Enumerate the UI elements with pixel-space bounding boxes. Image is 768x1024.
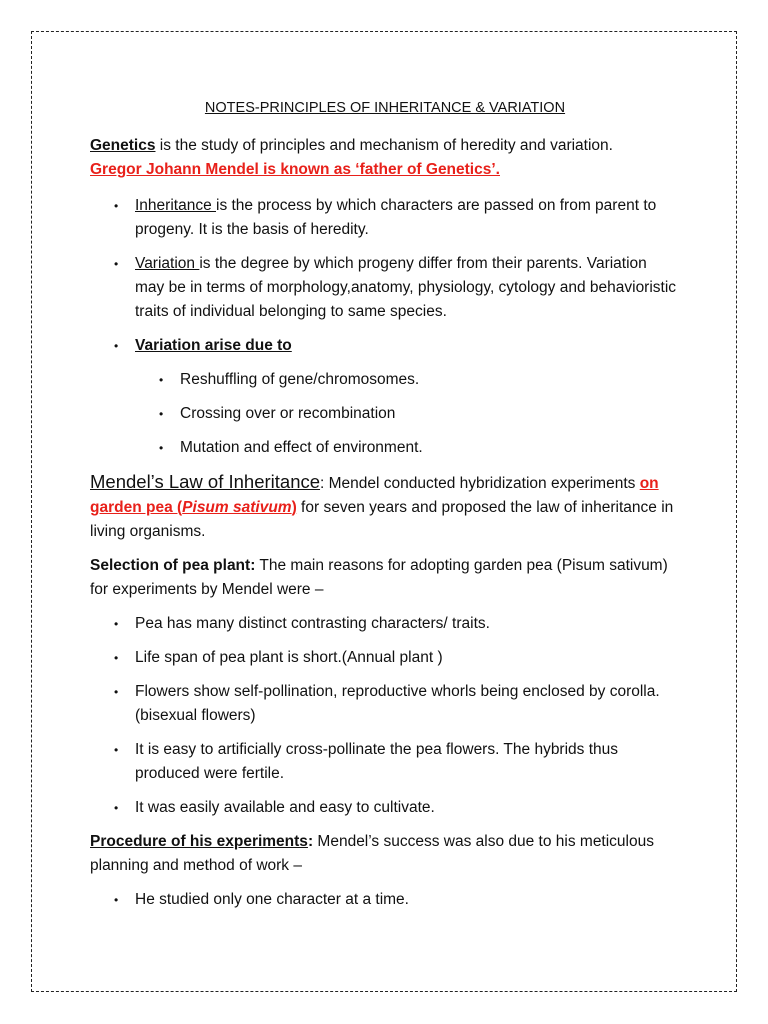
bullet: • [114, 617, 119, 631]
list-item [114, 680, 680, 728]
procedure-paragraph [90, 830, 680, 878]
genetics-text: is the study of principles and mechanism of heredity and variation. [155, 137, 613, 154]
genetics-paragraph [90, 134, 680, 182]
procedure-heading: Procedure of his experiments [90, 833, 308, 850]
bullet: • [159, 441, 164, 455]
bullet: • [114, 743, 119, 757]
procedure-list [114, 888, 680, 912]
genetics-term: Genetics [90, 137, 156, 154]
list-item [114, 646, 680, 670]
bullet: • [159, 407, 164, 421]
definition-term: Variation [135, 255, 200, 272]
page-title: NOTES-PRINCIPLES OF INHERITANCE & VARIATION [204, 100, 566, 116]
definition-text: is the degree by which progeny differ from their parents. Variation may be in terms of morphology,anatomy, physiology, cytology and behavioristic traits of individual belonging to same species. [135, 255, 677, 320]
list-item-text: Pea has many distinct contrasting characters/ traits. [135, 615, 490, 632]
bullet: • [114, 651, 119, 665]
list-item [114, 796, 680, 820]
list-item-text: Reshuffling of gene/chromosomes. [180, 371, 420, 388]
definition-list [114, 194, 680, 358]
species-name: Pisum sativum [182, 499, 292, 516]
mendel-note: Gregor Johann Mendel is known as ‘father of Genetics’. [90, 161, 500, 178]
definition-term: Inheritance [135, 197, 216, 214]
procedure-colon: : [307, 833, 314, 850]
definition-text: is the process by which characters are passed on from parent to progeny. It is the basis of heredity. [135, 197, 657, 238]
selection-text: The main reasons for adopting garden pea (Pisum sativum) for experiments by Mendel were – [90, 557, 668, 598]
list-item [114, 334, 680, 358]
list-item [159, 368, 680, 392]
list-item-text: Mutation and effect of environment. [180, 439, 423, 456]
variation-cause-list [159, 368, 680, 460]
selection-paragraph [90, 554, 680, 602]
selection-list [114, 612, 680, 820]
bullet: • [114, 257, 119, 271]
list-item [114, 888, 680, 912]
garden-pea-text: on garden pea ( [90, 475, 659, 516]
mendel-law-colon: : Mendel conducted hybridization experiments [320, 475, 636, 492]
bullet: • [114, 339, 119, 353]
bullet: • [159, 373, 164, 387]
bullet: • [114, 685, 119, 699]
list-item-text: Crossing over or recombination [180, 405, 396, 422]
list-item [159, 402, 680, 426]
list-item-text: It is easy to artificially cross-pollinate the pea flowers. The hybrids thus produced were fertile. [135, 741, 619, 782]
procedure-text: Mendel’s success was also due to his meticulous planning and method of work – [90, 833, 654, 874]
mendel-law-text: for seven years and proposed the law of inheritance in living organisms. [90, 499, 674, 540]
selection-heading: Selection of pea plant: [90, 557, 256, 574]
list-item [159, 436, 680, 460]
list-item [114, 252, 680, 324]
mendel-law-paragraph [90, 470, 680, 544]
bullet: • [114, 801, 119, 815]
list-item-text: Life span of pea plant is short.(Annual plant ) [135, 649, 443, 666]
garden-pea-close: ) [291, 499, 297, 516]
variation-cause-heading: Variation arise due to [135, 337, 292, 354]
bullet: • [114, 199, 119, 213]
list-item [114, 738, 680, 786]
list-item-text: He studied only one character at a time. [135, 891, 409, 908]
bullet: • [114, 893, 119, 907]
list-item-text: Flowers show self-pollination, reproductive whorls being enclosed by corolla.(bisexual flowers) [135, 683, 660, 724]
mendel-law-heading: Mendel’s Law of Inheritance [90, 471, 321, 492]
list-item [114, 194, 680, 242]
list-item-text: It was easily available and easy to cultivate. [135, 799, 435, 816]
document-page [90, 96, 680, 912]
list-item [114, 612, 680, 636]
